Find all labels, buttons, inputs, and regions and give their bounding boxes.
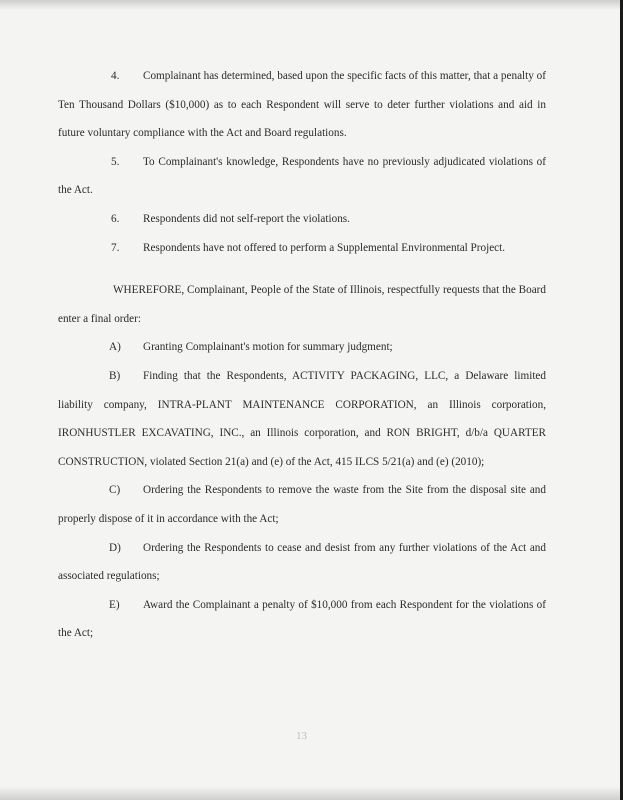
paragraph-text: To Complainant's knowledge, Respondents have no previously adjudicated violations of the Act. [58, 155, 546, 197]
paragraph-text: Respondents did not self-report the violations. [143, 212, 350, 225]
page-number: 13 [296, 730, 307, 742]
spacer [58, 262, 546, 272]
wherefore-clause: WHEREFORE, Complainant, People of the State of Illinois, respectfully requests that the Board enter a final order: [58, 284, 546, 325]
request-e [58, 591, 546, 648]
request-a [58, 333, 546, 362]
request-letter: A) [109, 341, 121, 354]
request-text: Ordering the Respondents to remove the waste from the Site from the disposal site and properly dispose of it in accordance with the Act; [58, 484, 546, 525]
request-text: Granting Complainant's motion for summary judgment; [143, 341, 393, 354]
paragraph-number: 5. [111, 155, 120, 168]
paragraph-number: 4. [111, 70, 120, 82]
request-letter: B) [109, 369, 121, 382]
request-b [58, 362, 546, 476]
request-text: Award the Complainant a penalty of $10,000 from each Respondent for the violations of the Act; [58, 598, 546, 640]
scan-shadow-top [0, 0, 623, 10]
paragraph-5 [58, 148, 546, 205]
request-letter: E) [109, 598, 120, 611]
document-body [58, 62, 546, 648]
request-c [58, 476, 546, 533]
scan-shadow-bottom [0, 786, 623, 800]
request-letter: D) [109, 541, 121, 554]
request-letter: C) [109, 484, 121, 497]
paragraph-4 [58, 62, 546, 148]
paragraph-number: 7. [111, 241, 120, 254]
paragraph-text: Respondents have not offered to perform a Supplemental Environmental Project. [143, 241, 506, 254]
paragraph-text: Complainant has determined, based upon the specific facts of this matter, that a penalty of Ten Thousand Dollars ($10,000) as to each Respondent will serve to deter further violations and aid in future voluntary compliance with the Act and Board regulations. [58, 70, 546, 140]
request-d [58, 534, 546, 591]
paragraph-7 [58, 234, 546, 263]
request-text: Ordering the Respondents to cease and desist from any further violations of the Act and associated regulations; [58, 541, 546, 583]
paragraph-number: 6. [111, 212, 120, 225]
request-text: Finding that the Respondents, ACTIVITY PACKAGING, LLC, a Delaware limited liability company, INTRA-PLANT MAINTENANCE CORPORATION, an Illinois corporation, IRONHUSTLER EXCAVATING, INC., an Illinois corporation, and RON BRIGHT, d/b/a QUARTER CONSTRUCTION, violated Section 21(a) and (e) of the Act, 415 ILCS 5/21(a) and (e) (2010); [58, 369, 546, 468]
paragraph-6 [58, 205, 546, 234]
